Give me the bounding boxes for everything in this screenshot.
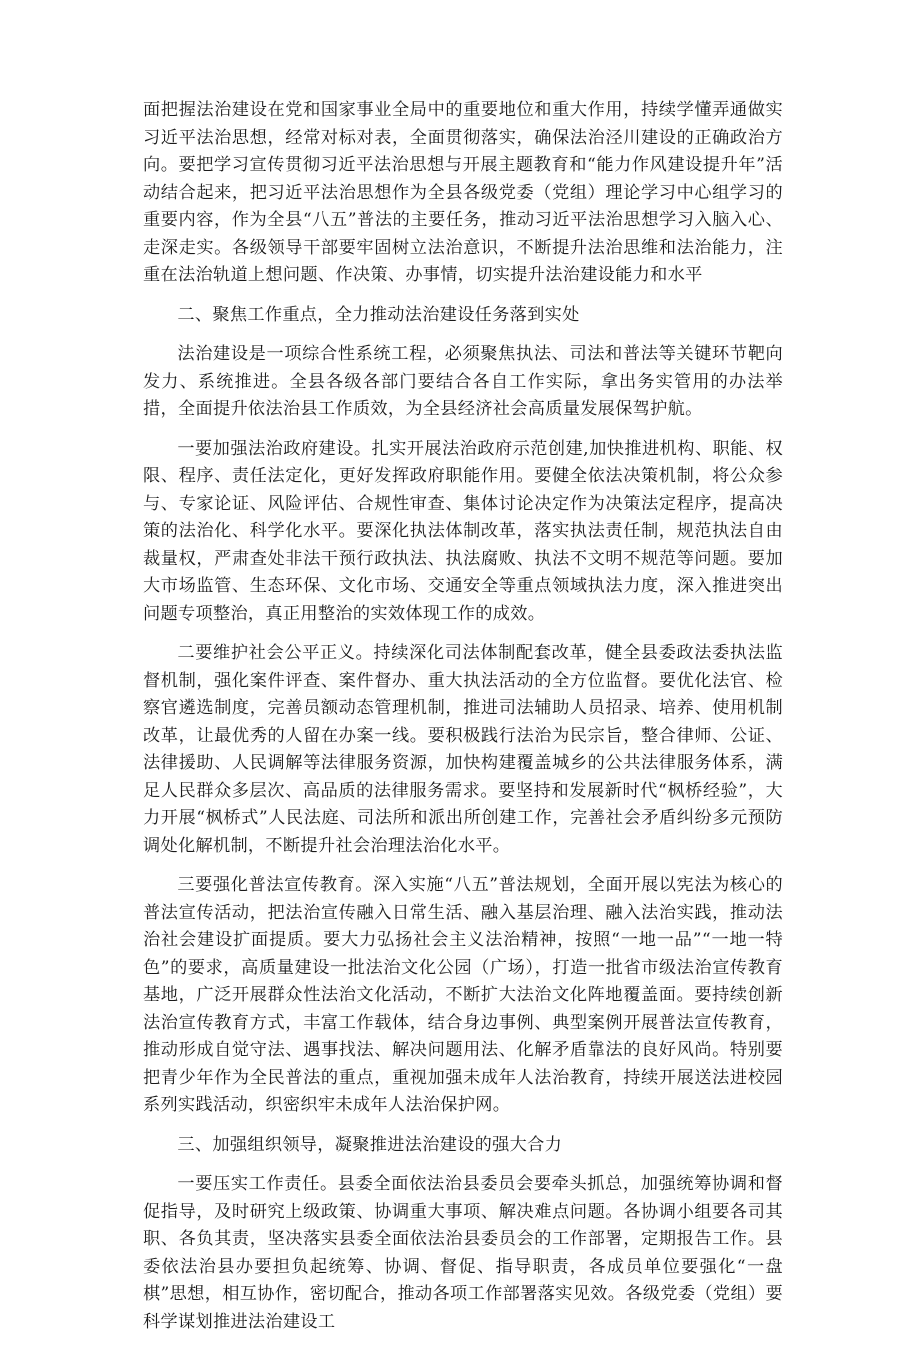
document-page xyxy=(143,97,783,1348)
body-paragraph: 法治建设是一项综合性系统工程，必须聚焦执法、司法和普法等关键环节靶向发力、系统推进。全县各级各部门要结合各自工作实际，拿出务实管用的办法举措，全面提升依法治县工作质效，为全县经济社会高质量发展保驾护航。 xyxy=(143,344,783,419)
body-paragraph: 二要维护社会公平正义。持续深化司法体制配套改革，健全县委政法委执法监督机制，强化案件评查、案件督办、重大执法活动的全方位监督。要优化法官、检察官遴选制度，完善员额动态管理机制，推进司法辅助人员招录、培养、使用机制改革，让最优秀的人留在办案一线。要积极践行法治为民宗旨，整合律师、公证、法律援助、人民调解等法律服务资源，加快构建覆盖城乡的公共法律服务体系，满足人民群众多层次、高品质的法律服务需求。要坚持和发展新时代“枫桥经验”，大力开展“枫桥式”人民法庭、司法所和派出所创建工作，完善社会矛盾纠纷多元预防调处化解机制，不断提升社会治理法治化水平。 xyxy=(143,643,783,856)
body-paragraph: 一要压实工作责任。县委全面依法治县委员会要牵头抓总，加强统筹协调和督促指导，及时研究上级政策、协调重大事项、解决难点问题。各协调小组要各司其职、各负其责，坚决落实县委全面依法治县委员会的工作部署，定期报告工作。县委依法治县办要担负起统筹、协调、督促、指导职责，各成员单位要强化“一盘棋”思想，相互协作，密切配合，推动各项工作部署落实见效。各级党委（党组）要科学谋划推进法治建设工 xyxy=(143,1174,783,1332)
body-paragraph: 面把握法治建设在党和国家事业全局中的重要地位和重大作用，持续学懂弄通做实习近平法治思想，经常对标对表，全面贯彻落实，确保法治泾川建设的正确政治方向。要把学习宣传贯彻习近平法治思想与开展主题教育和“能力作风建设提升年”活动结合起来，把习近平法治思想作为全县各级党委（党组）理论学习中心组学习的重要内容，作为全县“八五”普法的主要任务，推动习近平法治思想学习入脑入心、走深走实。各级领导干部要牢固树立法治意识，不断提升法治思维和法治能力，注重在法治轨道上想问题、作决策、办事情，切实提升法治建设能力和水平 xyxy=(143,100,783,285)
body-paragraph: 一要加强法治政府建设。扎实开展法治政府示范创建,加快推进机构、职能、权限、程序、责任法定化，更好发挥政府职能作用。要健全依法决策机制，将公众参与、专家论证、风险评估、合规性审查、集体讨论决定作为决策法定程序，提高决策的法治化、科学化水平。要深化执法体制改革，落实执法责任制，规范执法自由裁量权，严肃查处非法干预行政执法、执法腐败、执法不文明不规范等问题。要加大市场监管、生态环保、文化市场、交通安全等重点领域执法力度，深入推进突出问题专项整治，真正用整治的实效体现工作的成效。 xyxy=(143,438,783,624)
body-paragraph: 三要强化普法宣传教育。深入实施“八五”普法规划，全面开展以宪法为核心的普法宣传活动，把法治宣传融入日常生活、融入基层治理、融入法治实践，推动法治社会建设扩面提质。要大力弘扬社会主义法治精神，按照“一地一品”“一地一特色”的要求，高质量建设一批法治文化公园（广场），打造一批省市级法治宣传教育基地，广泛开展群众性法治文化活动，不断扩大法治文化阵地覆盖面。要持续创新法治宣传教育方式，丰富工作载体，结合身边事例、典型案例开展普法宣传教育，推动形成自觉守法、遇事找法、解决问题用法、化解矛盾靠法的良好风尚。特别要把青少年作为全民普法的重点，重视加强未成年人法治教育，持续开展送法进校园系列实践活动，织密织牢未成年人法治保护网。 xyxy=(143,875,783,1115)
section-heading: 二、聚焦工作重点，全力推动法治建设任务落到实处 xyxy=(177,304,580,325)
section-heading: 三、加强组织领导，凝聚推进法治建设的强大合力 xyxy=(177,1134,563,1155)
